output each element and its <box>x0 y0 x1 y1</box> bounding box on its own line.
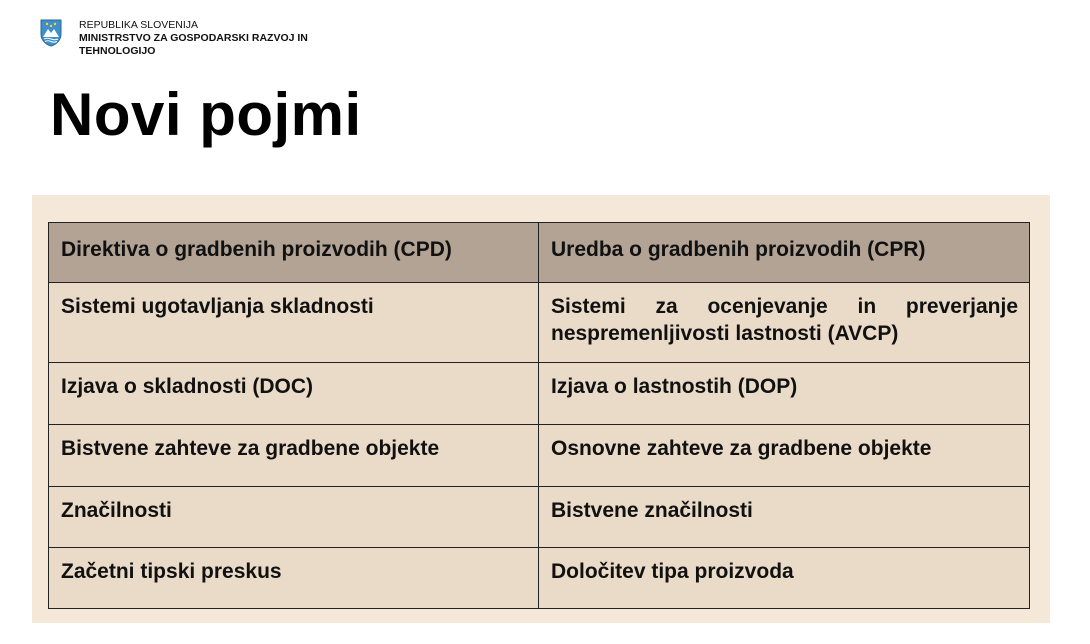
table-row <box>49 548 1030 609</box>
slovenia-coat-of-arms-icon <box>40 19 62 47</box>
column-header-cpd: Direktiva o gradbenih proizvodih (CPD) <box>49 223 539 283</box>
table-cell-cpr: Izjava o lastnostih (DOP) <box>539 363 1030 425</box>
column-header-cpr: Uredba o gradbenih proizvodih (CPR) <box>539 223 1030 283</box>
table-cell-cpr: Bistvene značilnosti <box>539 487 1030 548</box>
table-row <box>49 487 1030 548</box>
table-cell-cpd: Značilnosti <box>49 487 539 548</box>
ministry-header <box>40 19 319 58</box>
ministry-name <box>79 19 319 58</box>
table-cell-cpd: Sistemi ugotavljanja skladnosti <box>49 283 539 363</box>
table-cell-cpr: Določitev tipa proizvoda <box>539 548 1030 609</box>
table-row <box>49 363 1030 425</box>
table-header-row <box>49 223 1030 283</box>
terms-comparison-table <box>48 222 1030 609</box>
page-title: Novi pojmi <box>50 81 362 148</box>
country-name: REPUBLIKA SLOVENIJA <box>79 19 199 31</box>
table-cell-cpr: Osnovne zahteve za gradbene objekte <box>539 425 1030 487</box>
ministry-title: MINISTRSTVO ZA GOSPODARSKI RAZVOJ IN TEHNOLOGIJO <box>79 32 308 57</box>
table-cell-cpd: Izjava o skladnosti (DOC) <box>49 363 539 425</box>
table-cell-cpr: Sistemi za ocenjevanje in preverjanje nespremenljivosti lastnosti (AVCP) <box>539 283 1030 363</box>
table-cell-cpd: Bistvene zahteve za gradbene objekte <box>49 425 539 487</box>
table-cell-cpd: Začetni tipski preskus <box>49 548 539 609</box>
table-row <box>49 425 1030 487</box>
table-row <box>49 283 1030 363</box>
